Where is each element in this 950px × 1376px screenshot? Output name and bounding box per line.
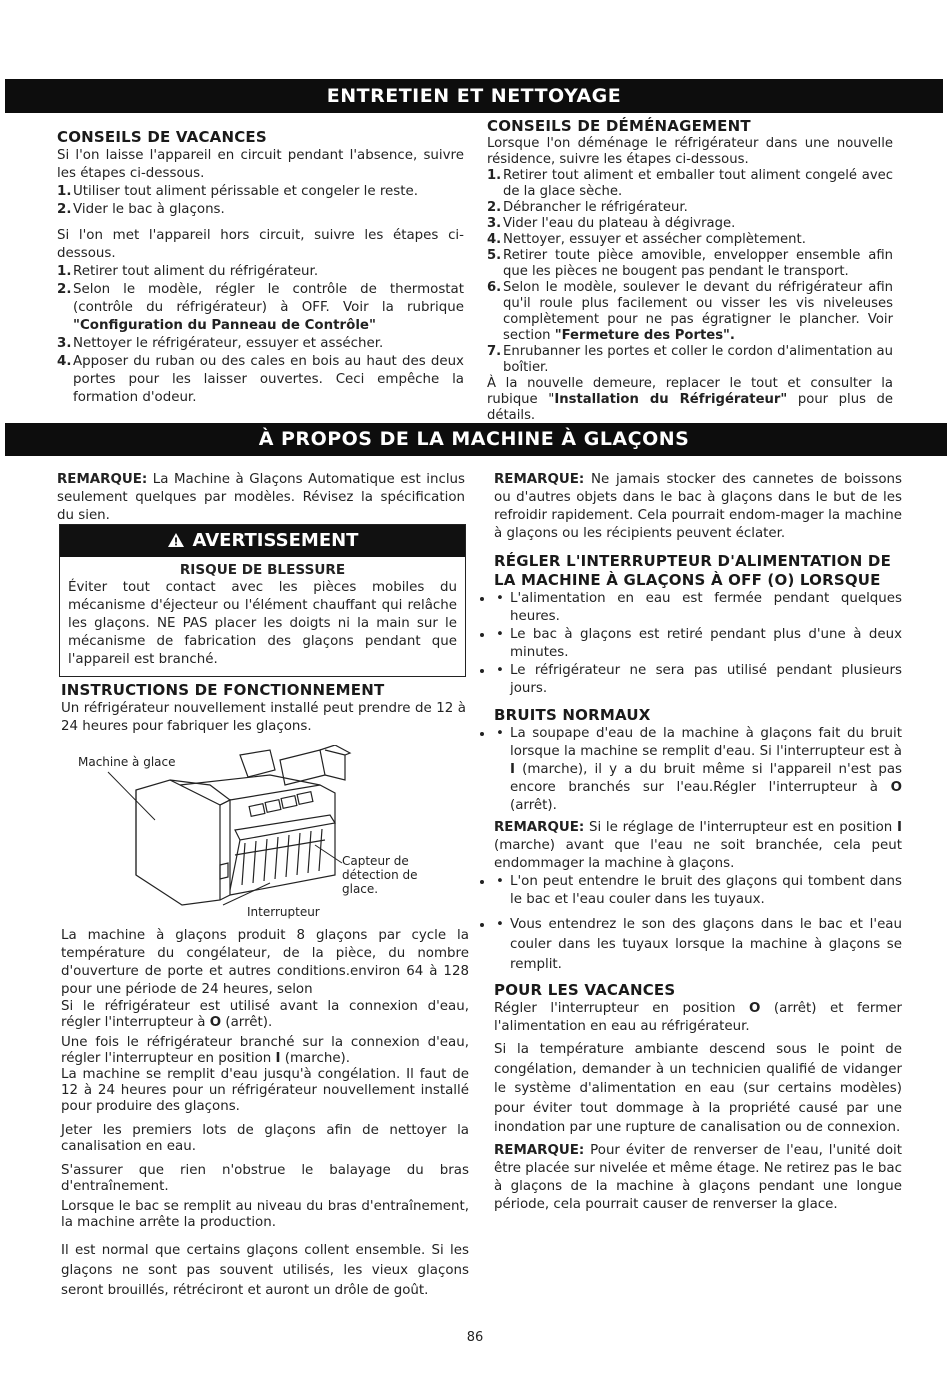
right-column [494,471,902,1214]
right-remarque: REMARQUE: Ne jamais stocker des cannetes de boissons ou d'autres objets dans le bac à glaçons dans le but de les refroidir rapidement. Cela pourrait endom-mager la machine à glaçons ou les récipients peuvent éclater. [494,472,902,541]
pour-vacances-p2: Si la température ambiante descend sous le point de congélation, demander à un technicien qualifié de vidanger le système d'alimentation en eau (sur certains modèles) pour éviter tout dommage à la propriété causé par une inondation par une rupture de canalisation ou de connexion. [494,1042,902,1136]
vacances-intro1: Si l'on laisse l'appareil en circuit pendant l'absence, suivre les étapes ci-dessous. [57,148,464,181]
vacances-section [57,128,464,407]
demenagement-title: CONSEILS DE DÉMÉNAGEMENT [487,117,751,135]
regler-list [494,590,902,698]
diagram-label-machine: Machine à glace [78,755,176,769]
instr-p4: La machine se remplit d'eau jusqu'à congélation. Il faut de 12 à 24 heures pour un réfrigérateur nouvellement installé pour produire des glaçons. [61,1067,469,1114]
pour-vacances-remarque: REMARQUE: Pour éviter de renverser de l'eau, l'unité doit être placée sur nivelée et même étage. Ne retirez pas le bac à glaçons de la machine à glaçons pendant une longue période, cela pourrait causer de renverser la glace. [494,1142,902,1212]
list-item: 2. Débrancher le réfrigérateur. [487,200,688,215]
left-remarque: REMARQUE: La Machine à Glaçons Automatique est inclus seulement quelques par modèles. Révisez la spécification du sien. [57,472,465,523]
bruits-list-1 [494,725,902,815]
page-number: 86 [466,1330,484,1345]
demenagement-steps [487,168,893,376]
list-item: • • L'alimentation en eau est fermée pendant quelques heures. [494,590,902,626]
instructions-text: Un réfrigérateur nouvellement installé peut prendre de 12 à 24 heures pour fabriquer les glaçons. [61,701,466,734]
instr-p3: Une fois le réfrigérateur branché sur la connexion d'eau, régler l'interrupteur en position I (marche). [61,1035,469,1066]
instructions-section [61,681,466,736]
instr-p7: Lorsque le bac se remplit au niveau du bras d'entraînement, la machine arrête la production. [61,1199,469,1230]
list-item: • • Le réfrigérateur ne sera pas utilisé pendant plusieurs jours. [494,662,902,698]
pour-vacances-p1: Régler l'interrupteur en position O (arrêt) et fermer l'alimentation en eau au réfrigérateur. [494,1001,902,1034]
demenagement-section [487,117,893,424]
instructions-title: INSTRUCTIONS DE FONCTIONNEMENT [61,681,385,699]
list-item: 4. Nettoyer, essuyer et assécher complètement. [487,232,806,247]
list-item: • • Vous entendrez le son des glaçons dans le bac et l'eau couler dans les tuyaux lorsque la machine à glaçons se remplit. [494,915,902,975]
vacances-steps2 [57,263,464,407]
diagram-label-capteur: Capteur de détection de glace. [342,854,418,896]
instructions-body [61,927,469,1301]
section-banner-machine-glacons: À PROPOS DE LA MACHINE À GLAÇONS [5,423,943,456]
pour-vacances-title: POUR LES VACANCES [494,981,676,999]
vacances-title: CONSEILS DE VACANCES [57,128,267,146]
list-item: 2. Selon le modèle, régler le contrôle de thermostat (contrôle du réfrigérateur) à OFF. Voir la rubrique "Configuration du Panneau de Contrôle" [57,282,464,333]
demenagement-outro: À la nouvelle demeure, replacer le tout et consulter la rubique "Installation du Réfrigérateur" pour plus de détails. [487,376,894,423]
regler-title: RÉGLER L'INTERRUPTEUR D'ALIMENTATION DE LA MACHINE À GLAÇONS À OFF (O) LORSQUE [494,552,892,589]
list-item: 1. Retirer tout aliment du réfrigérateur. [57,264,319,279]
instr-p2: Si le réfrigérateur est utilisé avant la connexion d'eau, régler l'interrupteur à O (arrêt). [61,999,469,1030]
instr-p5: Jeter les premiers lots de glaçons afin de nettoyer la canalisation en eau. [61,1123,469,1154]
list-item: • • Le bac à glaçons est retiré pendant plus d'une à deux minutes. [494,626,902,662]
section-banner-entretien: ENTRETIEN ET NETTOYAGE [5,79,943,113]
ice-maker-illustration [70,745,470,923]
warning-title: AVERTISSEMENT [192,530,359,551]
list-item: • • L'on peut entendre le bruit des glaçons qui tombent dans le bac et l'eau couler dans les tuyaux. [494,873,902,909]
vacances-intro2: Si l'on met l'appareil hors circuit, suivre les étapes ci-dessous. [57,228,464,261]
ice-maker-diagram [70,745,470,923]
list-item: 1. Utiliser tout aliment périssable et congeler le reste. [57,184,419,199]
instr-p1: La machine à glaçons produit 8 glaçons par cycle la température du congélateur, de la pièce, du nombre d'ouverture de porte et autres conditions.environ 64 à 128 pour une période de 24 heures, selon [61,928,469,997]
warning-text: Éviter tout contact avec les pièces mobiles du mécanisme d'éjecteur ou l'élément chauffant qui relâche les glaçons. NE PAS placer les doigts ni la main sur le mécanisme de fabrication des glaçons pendant que l'appareil est branché. [68,580,457,667]
list-item: 6. Selon le modèle, soulever le devant du réfrigérateur afin qu'il roule plus facilement ou visser les vis niveleuses complètement pour ne pas égratigner le plancher. Voir section "Fermeture des Portes". [487,280,893,343]
instr-p6: S'assurer que rien n'obstrue le balayage du bras d'entraînement. [61,1163,469,1194]
bruits-remarque: REMARQUE: Si le réglage de l'interrupteur est en position I (marche) avant que l'eau ne soit branchée, cela peut endommager la machine à glaçons. [494,820,902,871]
list-item: 4. Apposer du ruban ou des cales en bois au haut des deux portes pour les laisser ouvertes. Ceci empêche la formation d'odeur. [57,354,464,405]
list-item: 3. Nettoyer le réfrigérateur, essuyer et assécher. [57,336,384,351]
list-item: • • La soupape d'eau de la machine à glaçons fait du bruit lorsque la machine se remplit d'eau. Si l'interrupteur est à I (marche), il y a du bruit même si l'appareil n'est pas encore branchés sur l'eau.Régler l'interrupteur à O (arrêt). [494,725,902,815]
list-item: 5. Retirer toute pièce amovible, envelopper ensemble afin que les pièces ne bougent pas pendant le transport. [487,248,893,279]
bruits-title: BRUITS NORMAUX [494,706,651,724]
list-item: 3. Vider l'eau du plateau à dégivrage. [487,216,736,231]
warning-box [59,524,466,677]
vacances-steps1 [57,183,464,219]
list-item: 7. Enrubanner les portes et coller le cordon d'alimentation au boîtier. [487,344,893,375]
instr-p8: Il est normal que certains glaçons collent ensemble. Si les glaçons ne sont pas souvent utilisés, les vieux glaçons seront brouillés, rétréciront et auront un drôle de goût. [61,1243,469,1298]
warning-header [60,525,465,557]
warning-triangle-icon [167,527,185,559]
warning-subtitle: RISQUE DE BLESSURE [179,562,346,578]
list-item: 2. Vider le bac à glaçons. [57,202,225,217]
list-item: 1. Retirer tout aliment et emballer tout aliment congelé avec de la glace sèche. [487,168,893,199]
banner-edge [943,423,947,456]
diagram-label-interrupteur: Interrupteur [247,905,320,919]
bruits-list-2 [494,873,902,975]
demenagement-intro: Lorsque l'on déménage le réfrigérateur dans une nouvelle résidence, suivre les étapes ci-dessous. [487,136,893,167]
